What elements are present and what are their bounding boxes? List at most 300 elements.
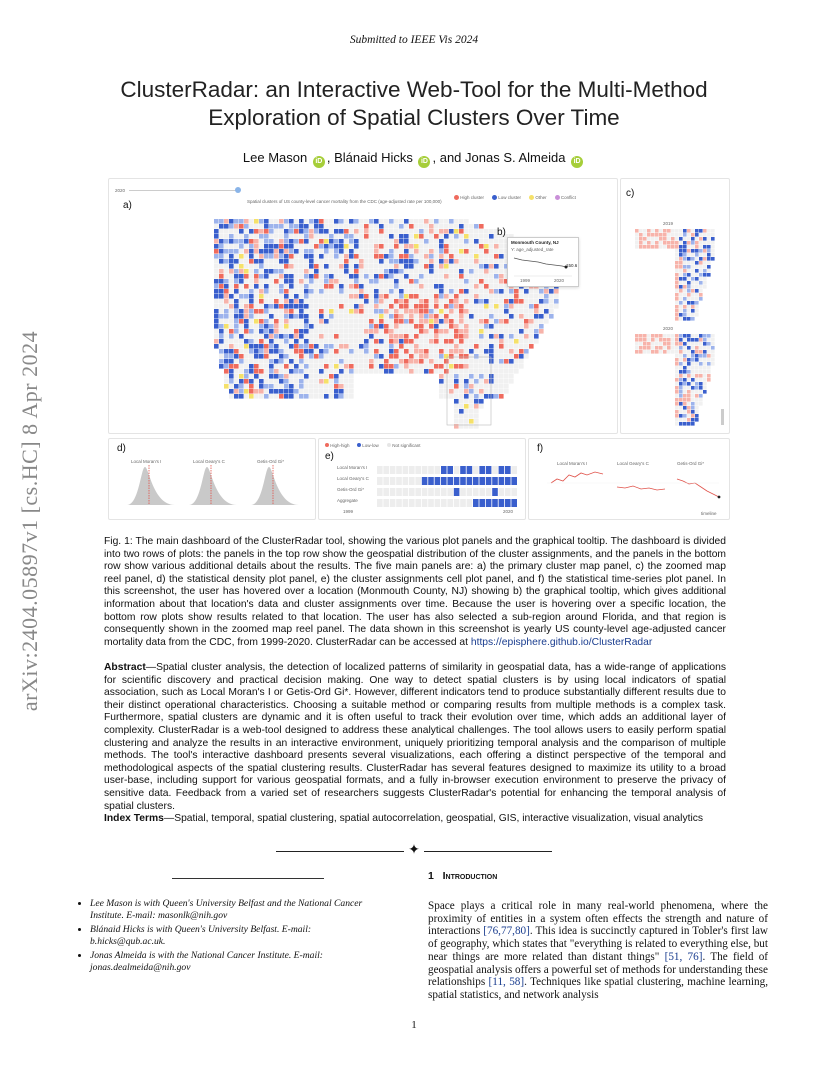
county-cell [264,274,269,279]
county-cell [344,279,349,284]
county-cell [274,374,279,379]
county-cell [647,342,651,346]
cell-grid[interactable] [319,439,525,519]
county-cell [479,299,484,304]
county-cell [711,257,715,261]
county-cell [509,334,514,339]
map-reel-panel[interactable] [620,178,730,434]
county-cell [359,319,364,324]
county-cell [304,364,309,369]
county-cell [439,364,444,369]
county-cell [404,274,409,279]
county-cell [429,364,434,369]
county-cell [229,249,234,254]
county-cell [489,344,494,349]
county-cell [259,279,264,284]
county-cell [374,259,379,264]
county-cell [229,374,234,379]
county-cell [439,234,444,239]
county-cell [504,329,509,334]
county-cell [369,329,374,334]
author-separator: , [326,150,335,165]
county-cell [344,339,349,344]
county-cell [699,334,703,338]
county-cell [409,354,414,359]
county-cell [339,314,344,319]
county-cell [683,346,687,350]
county-cell [254,299,259,304]
county-cell [414,319,419,324]
county-cell [314,354,319,359]
county-cell [454,239,459,244]
county-cell [439,284,444,289]
county-cell [219,319,224,324]
county-cell [424,369,429,374]
county-cell [214,269,219,274]
county-cell [441,499,447,507]
county-cell [691,378,695,382]
county-cell [679,273,683,277]
county-cell [679,406,683,410]
county-cell [364,294,369,299]
county-cell [314,304,319,309]
county-cell [219,299,224,304]
citation-link[interactable]: [11, 58] [488,976,525,989]
county-cell [474,414,479,419]
county-cell [675,362,679,366]
county-cell [384,299,389,304]
county-cell [334,269,339,274]
county-cell [334,324,339,329]
county-cell [687,370,691,374]
county-cell [319,259,324,264]
county-cell [424,354,429,359]
county-cell [269,249,274,254]
county-cell [683,394,687,398]
county-cell [414,289,419,294]
county-cell [429,334,434,339]
county-cell [454,279,459,284]
county-cell [434,249,439,254]
county-cell [424,309,429,314]
county-cell [329,294,334,299]
county-cell [304,244,309,249]
county-cell [464,389,469,394]
county-cell [379,349,384,354]
county-cell [219,294,224,299]
county-cell [374,324,379,329]
county-cell [384,314,389,319]
county-cell [369,244,374,249]
county-cell [494,349,499,354]
county-cell [414,274,419,279]
county-cell [254,279,259,284]
county-cell [344,314,349,319]
us-cluster-map[interactable] [109,179,617,433]
county-cell [314,274,319,279]
county-cell [499,284,504,289]
county-cell [364,369,369,374]
county-cell [284,349,289,354]
county-cell [384,319,389,324]
county-cell [399,229,404,234]
county-cell [334,374,339,379]
county-cell [484,319,489,324]
county-cell [364,249,369,254]
county-cell [294,264,299,269]
county-cell [474,319,479,324]
county-cell [374,234,379,239]
county-cell [394,289,399,294]
county-cell [214,329,219,334]
county-cell [444,324,449,329]
county-cell [647,245,651,249]
county-cell [334,389,339,394]
county-cell [309,299,314,304]
county-cell [703,277,707,281]
county-cell [419,234,424,239]
county-cell [334,259,339,264]
cell-plot-panel[interactable] [318,438,526,520]
county-cell [479,294,484,299]
county-cell [264,354,269,359]
county-cell [703,358,707,362]
county-cell [449,329,454,334]
county-cell [329,304,334,309]
county-cell [229,389,234,394]
county-cell [274,369,279,374]
county-cell [539,299,544,304]
county-cell [214,249,219,254]
county-cell [474,404,479,409]
county-cell [269,319,274,324]
county-cell [454,309,459,314]
county-cell [683,350,687,354]
county-cell [683,338,687,342]
county-cell [505,477,511,485]
county-cell [344,229,349,234]
county-cell [544,304,549,309]
county-cell [449,384,454,389]
county-cell [309,244,314,249]
county-cell [399,314,404,319]
county-cell [419,314,424,319]
county-cell [239,369,244,374]
county-cell [314,259,319,264]
county-cell [691,265,695,269]
county-cell [369,259,374,264]
county-cell [683,370,687,374]
county-cell [369,344,374,349]
county-cell [409,359,414,364]
panel-label-e: e) [325,451,334,462]
county-cell [309,389,314,394]
county-cell [324,289,329,294]
county-cell [444,314,449,319]
county-cell [389,334,394,339]
county-cell [264,349,269,354]
density-label: Local Moran's I [131,459,162,464]
county-cell [486,466,492,474]
county-cell [687,257,691,261]
county-cell [319,384,324,389]
county-cell [524,314,529,319]
county-cell [494,319,499,324]
citation-link[interactable]: [76,77,80] [483,925,530,938]
county-cell [519,319,524,324]
county-cell [484,339,489,344]
county-cell [428,477,434,485]
county-cell [249,354,254,359]
county-cell [234,264,239,269]
county-cell [691,354,695,358]
county-cell [344,254,349,259]
county-cell [454,364,459,369]
county-cell [655,245,659,249]
county-cell [409,319,414,324]
county-cell [514,294,519,299]
tool-link[interactable]: https://episphere.github.io/ClusterRadar [470,636,653,648]
county-cell [369,264,374,269]
divider-star-icon: ✦ [408,842,420,858]
county-cell [224,349,229,354]
county-cell [379,339,384,344]
county-cell [683,233,687,237]
county-cell [691,382,695,386]
county-cell [304,289,309,294]
county-cell [454,324,459,329]
county-cell [473,466,479,474]
county-cell [434,339,439,344]
county-cell [509,309,514,314]
county-cell [324,379,329,384]
county-cell [244,374,249,379]
county-cell [414,309,419,314]
county-cell [549,299,554,304]
county-cell [349,344,354,349]
county-cell [294,379,299,384]
county-cell [643,338,647,342]
county-cell [284,259,289,264]
cell-legend-label: Not significant [392,443,421,448]
reel-scrollbar[interactable] [721,409,724,425]
county-cell [494,364,499,369]
county-cell [464,369,469,374]
county-cell [509,344,514,349]
county-cell [339,354,344,359]
county-cell [514,349,519,354]
county-cell [494,264,499,269]
county-cell [314,249,319,254]
county-cell [239,249,244,254]
county-cell [394,309,399,314]
county-cell [691,386,695,390]
county-cell [254,364,259,369]
county-cell [469,334,474,339]
county-cell [229,369,234,374]
county-cell [444,384,449,389]
county-cell [484,349,489,354]
county-cell [319,219,324,224]
county-cell [439,334,444,339]
county-cell [274,229,279,234]
county-cell [324,224,329,229]
county-cell [492,499,498,507]
county-cell [474,334,479,339]
county-cell [369,369,374,374]
county-cell [679,317,683,321]
county-cell [294,219,299,224]
county-cell [499,384,504,389]
county-cell [687,317,691,321]
county-cell [254,349,259,354]
county-cell [254,344,259,349]
county-cell [663,350,667,354]
county-cell [683,410,687,414]
county-cell [504,374,509,379]
orcid-icon[interactable]: iD [313,156,325,168]
county-cell [699,285,703,289]
county-cell [239,364,244,369]
county-cell [389,344,394,349]
county-cell [269,354,274,359]
county-cell [419,254,424,259]
county-cell [374,344,379,349]
county-cell [339,274,344,279]
county-cell [439,324,444,329]
county-cell [309,289,314,294]
county-cell [434,319,439,324]
county-cell [695,309,699,313]
county-cell [474,369,479,374]
county-cell [529,314,534,319]
county-cell [264,314,269,319]
county-cell [469,329,474,334]
county-cell [655,350,659,354]
county-cell [429,354,434,359]
county-cell [289,224,294,229]
county-cell [359,349,364,354]
county-cell [484,249,489,254]
county-cell [469,229,474,234]
county-cell [474,224,479,229]
county-cell [249,244,254,249]
county-cell [214,319,219,324]
county-cell [319,249,324,254]
county-cell [671,350,675,354]
county-cell [479,339,484,344]
county-cell [687,309,691,313]
county-cell [319,359,324,364]
county-cell [414,364,419,369]
county-cell [519,314,524,319]
county-cell [239,324,244,329]
county-cell [439,389,444,394]
county-cell [459,249,464,254]
county-cell [539,324,544,329]
county-cell [314,364,319,369]
county-cell [274,389,279,394]
density-panel[interactable] [108,438,316,520]
county-cell [329,369,334,374]
county-cell [679,398,683,402]
county-cell [309,309,314,314]
county-cell [384,219,389,224]
county-cell [683,309,687,313]
county-cell [675,394,679,398]
county-cell [429,299,434,304]
citation-link[interactable]: [51, 76] [664,950,703,963]
timeseries-panel[interactable] [528,438,730,520]
map-panel[interactable] [108,178,618,434]
county-cell [384,364,389,369]
county-cell [369,274,374,279]
county-cell [259,364,264,369]
county-cell [469,274,474,279]
county-cell [691,358,695,362]
orcid-icon[interactable]: iD [418,156,430,168]
county-cell [239,314,244,319]
county-cell [269,254,274,259]
county-cell [379,334,384,339]
county-cell [314,369,319,374]
county-cell [469,424,474,429]
county-cell [359,269,364,274]
county-cell [691,237,695,241]
county-cell [289,229,294,234]
county-cell [679,386,683,390]
county-cell [444,224,449,229]
county-cell [651,342,655,346]
county-cell [474,394,479,399]
county-cell [309,354,314,359]
county-cell [434,354,439,359]
county-cell [663,342,667,346]
orcid-icon[interactable]: iD [571,156,583,168]
county-cell [394,339,399,344]
county-cell [711,241,715,245]
county-cell [659,346,663,350]
county-cell [294,329,299,334]
county-cell [284,374,289,379]
county-cell [494,304,499,309]
county-cell [349,309,354,314]
county-cell [639,334,643,338]
county-cell [349,304,354,309]
county-cell [364,334,369,339]
county-cell [324,244,329,249]
title-line-2: Exploration of Spatial Clusters Over Time [208,105,620,130]
county-cell [699,342,703,346]
county-cell [460,477,466,485]
county-cell [499,249,504,254]
county-cell [667,346,671,350]
county-cell [219,284,224,289]
county-cell [349,259,354,264]
county-cell [249,324,254,329]
county-cell [419,264,424,269]
county-cell [339,334,344,339]
county-cell [454,314,459,319]
county-cell [667,338,671,342]
county-cell [464,339,469,344]
county-cell [279,219,284,224]
county-cell [511,499,517,507]
county-cell [454,254,459,259]
county-cell [484,379,489,384]
county-cell [409,344,414,349]
county-cell [259,234,264,239]
